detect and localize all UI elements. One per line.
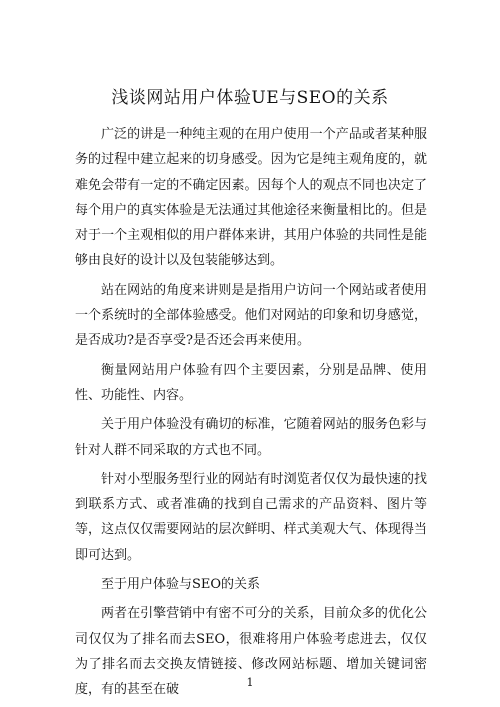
paragraph: 站在网站的角度来讲则是是指用户访问一个网站或者使用一个系统时的全部体验感受。他们对网站的印象和切身感觉，是否成功?是否享受?是否还会再来使用。	[75, 282, 427, 349]
paragraph: 关于用户体验没有确切的标准，它随着网站的服务色彩与针对人群不同采取的方式也不同。	[75, 417, 427, 458]
page-number: 1	[246, 676, 254, 689]
paragraph: 针对小型服务型行业的网站有时浏览者仅仅为最快速的找到联系方式、或者准确的找到自己需求的产品资料、图片等等，这点仅仅需要网站的层次鲜明、样式美观大气、体现得当即可达到。	[75, 471, 427, 563]
paragraph: 衡量网站用户体验有四个主要因素，分别是品牌、使用性、功能性、内容。	[75, 362, 427, 403]
document-title: 浅谈网站用户体验UE与SEO的关系	[111, 88, 389, 108]
paragraph: 广泛的讲是一种纯主观的在用户使用一个产品或者某种服务的过程中建立起来的切身感受。因为它是纯主观角度的，就难免会带有一定的不确定因素。因每个人的观点不同也决定了每个用户的真实体验是无法通过其他途径来衡量相比的。但是对于一个主观相似的用户群体来讲，其用户体验的共同性是能够由良好的设计以及包装能够达到。	[75, 127, 427, 269]
document-body	[75, 122, 427, 707]
paragraph: 两者在引擎营销中有密不可分的关系，目前众多的优化公司仅仅为了排名而去SEO，很难将用户体验考虑进去，仅仅为了排名而去交换友情链接、修改网站标题、增加关键词密度，有的甚至在破	[75, 606, 427, 698]
section-heading: 至于用户体验与SEO的关系	[101, 577, 261, 593]
